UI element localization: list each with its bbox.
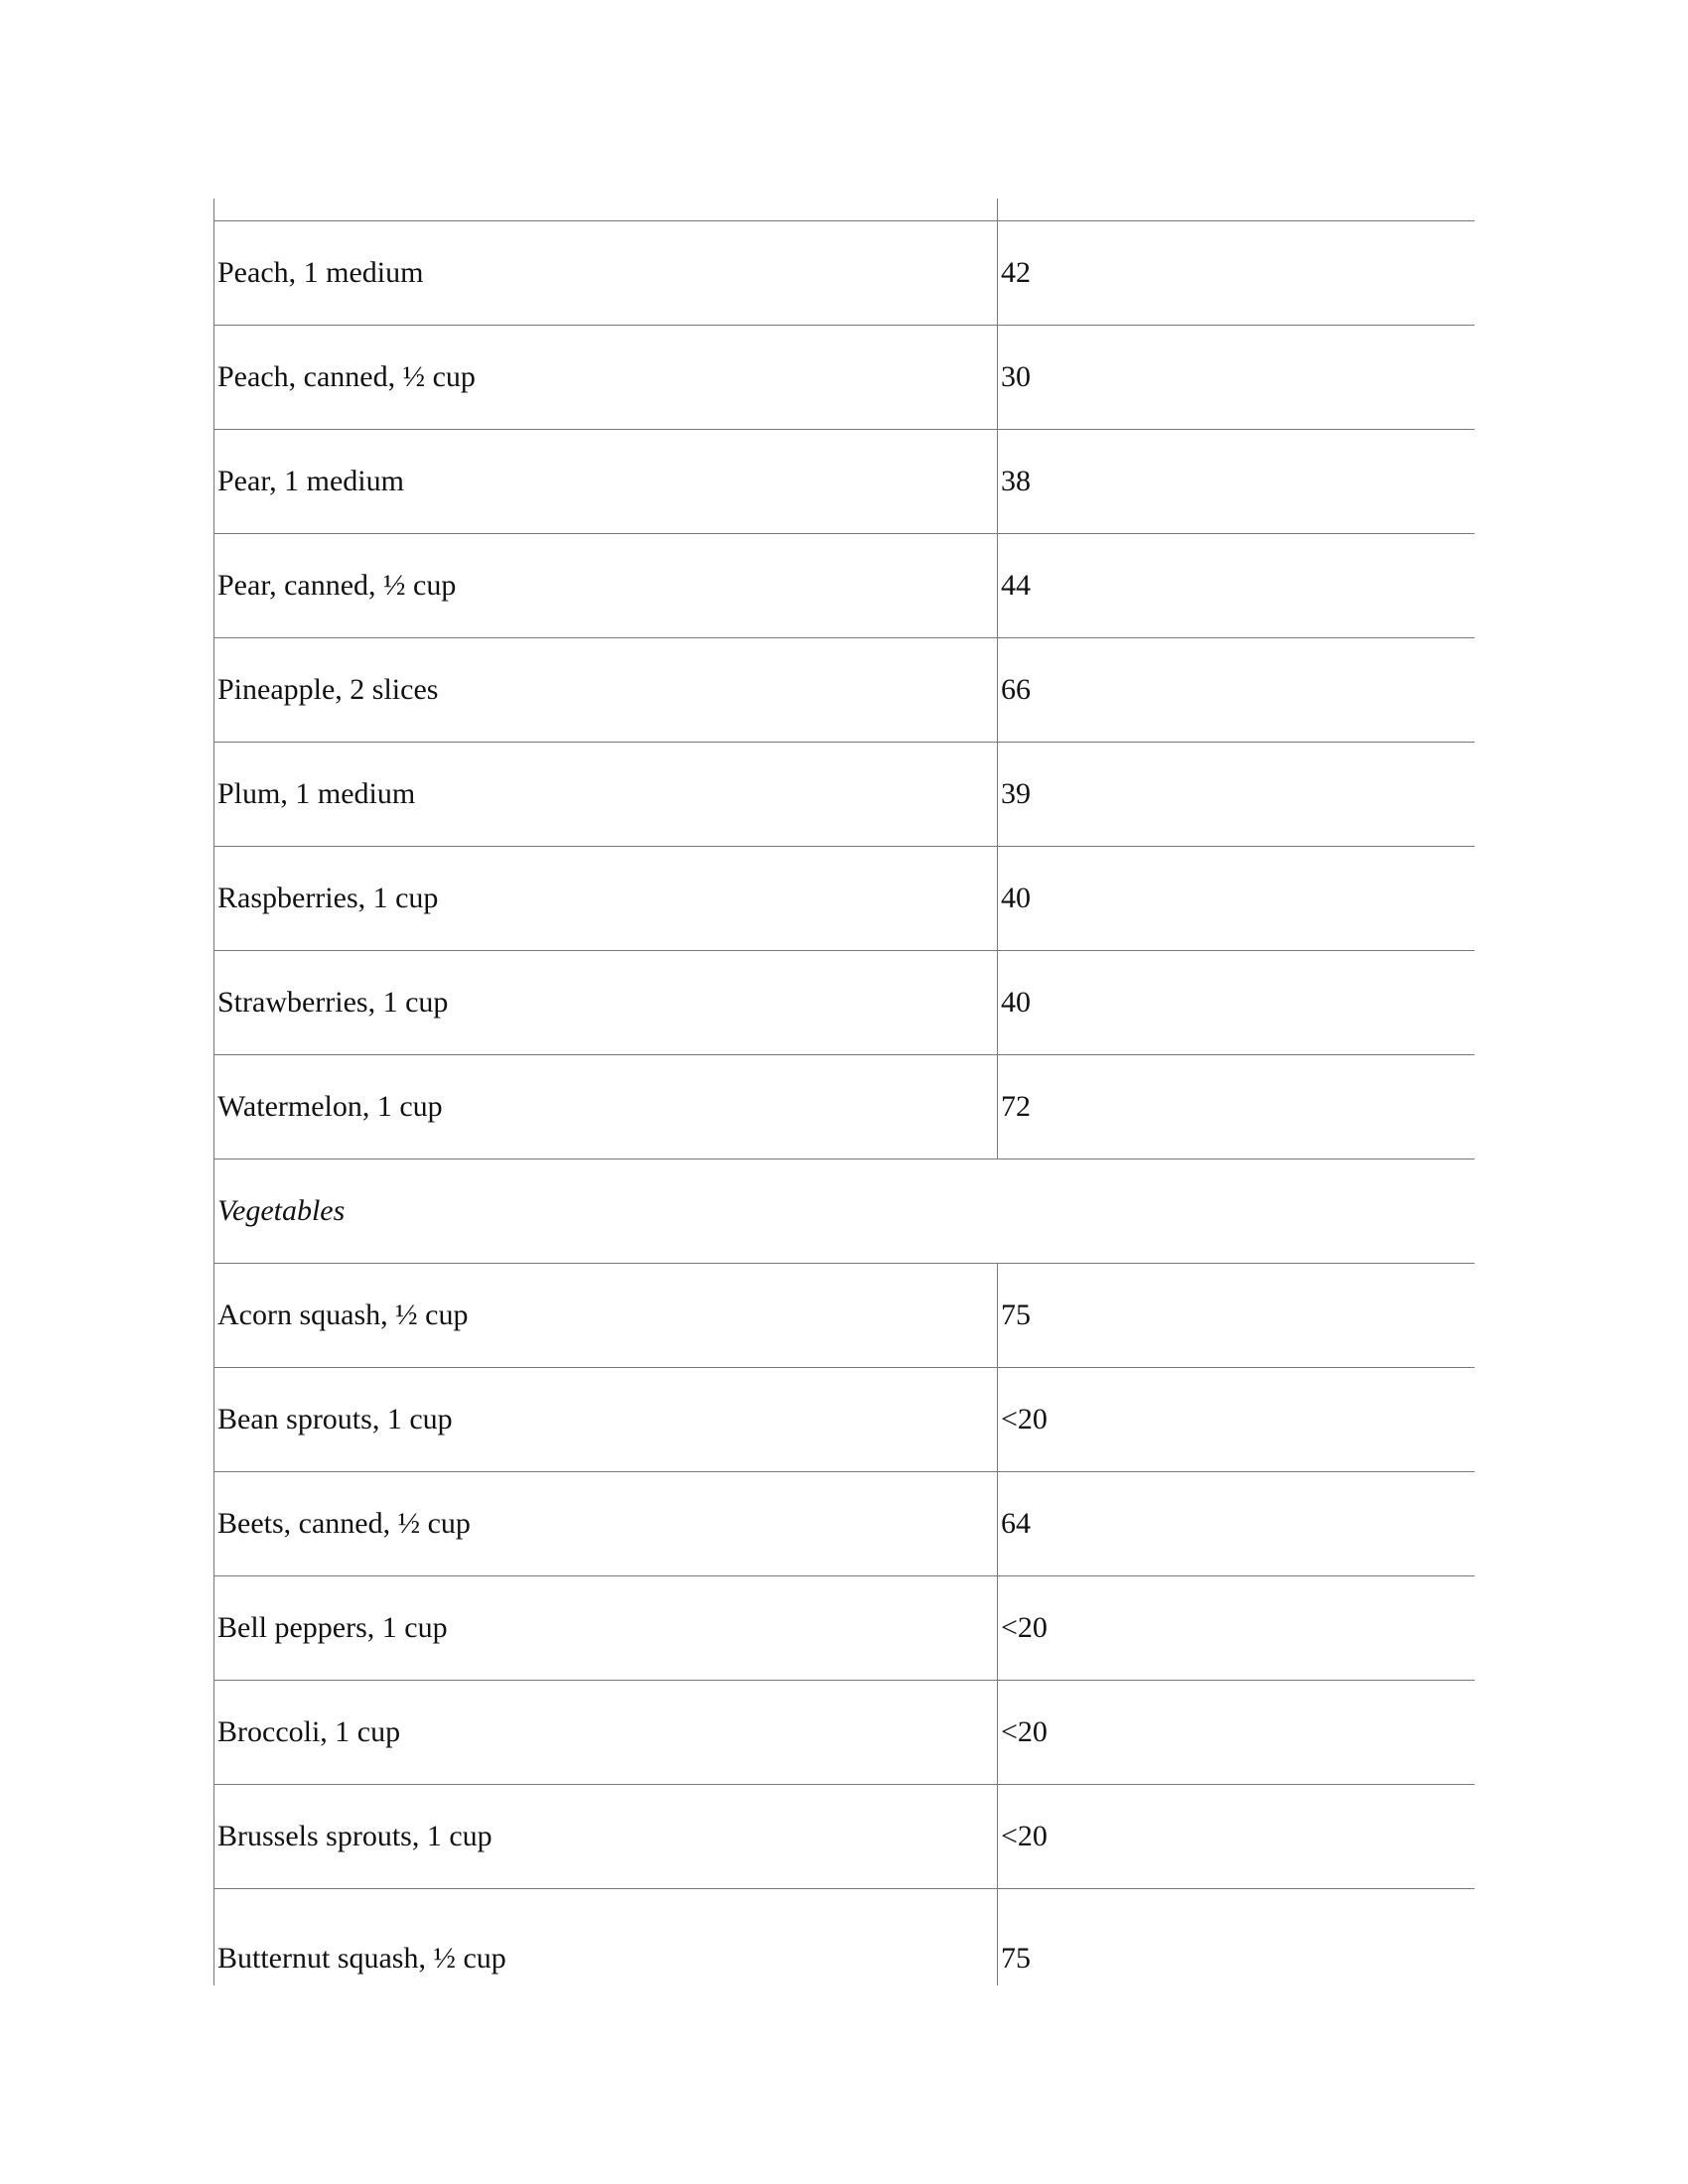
table-row	[214, 1367, 1476, 1471]
food-cell: Peach, 1 medium	[214, 220, 998, 325]
table-row	[214, 533, 1476, 637]
food-cell: Butternut squash, ½ cup	[214, 1888, 998, 1985]
value-cell: 39	[998, 742, 1476, 846]
food-cell: Pear, 1 medium	[214, 429, 998, 533]
section-header-row	[214, 1159, 1476, 1263]
food-cell: Beets, canned, ½ cup	[214, 1471, 998, 1575]
table-row	[214, 1263, 1476, 1367]
table-row	[214, 950, 1476, 1054]
value-cell: 40	[998, 846, 1476, 950]
food-cell: Strawberries, 1 cup	[214, 950, 998, 1054]
food-cell: Pineapple, 2 slices	[214, 637, 998, 742]
value-cell: <20	[998, 1575, 1476, 1680]
food-cell: Watermelon, 1 cup	[214, 1054, 998, 1159]
table-row-continuation	[214, 199, 1476, 220]
section-header-vegetables: Vegetables	[214, 1159, 1476, 1263]
value-cell: <20	[998, 1367, 1476, 1471]
food-table	[213, 199, 1475, 1985]
value-cell: <20	[998, 1680, 1476, 1784]
table-row	[214, 1471, 1476, 1575]
table-row	[214, 1575, 1476, 1680]
value-cell: 38	[998, 429, 1476, 533]
table-row	[214, 325, 1476, 429]
value-cell: 40	[998, 950, 1476, 1054]
food-cell: Brussels sprouts, 1 cup	[214, 1784, 998, 1888]
value-cell: <20	[998, 1784, 1476, 1888]
table-row	[214, 742, 1476, 846]
table-row	[214, 220, 1476, 325]
food-cell: Broccoli, 1 cup	[214, 1680, 998, 1784]
table-row	[214, 1054, 1476, 1159]
food-cell: Pear, canned, ½ cup	[214, 533, 998, 637]
value-cell: 64	[998, 1471, 1476, 1575]
food-cell: Raspberries, 1 cup	[214, 846, 998, 950]
value-cell: 72	[998, 1054, 1476, 1159]
food-cell: Acorn squash, ½ cup	[214, 1263, 998, 1367]
table-cell	[214, 199, 998, 220]
table-row	[214, 429, 1476, 533]
table-row	[214, 846, 1476, 950]
value-cell: 66	[998, 637, 1476, 742]
value-cell: 75	[998, 1888, 1476, 1985]
table-row	[214, 1888, 1476, 1985]
value-cell: 42	[998, 220, 1476, 325]
food-cell: Plum, 1 medium	[214, 742, 998, 846]
food-cell: Bell peppers, 1 cup	[214, 1575, 998, 1680]
table-cell	[998, 199, 1476, 220]
food-cell: Peach, canned, ½ cup	[214, 325, 998, 429]
table-row	[214, 1784, 1476, 1888]
value-cell: 75	[998, 1263, 1476, 1367]
table-row	[214, 1680, 1476, 1784]
food-cell: Bean sprouts, 1 cup	[214, 1367, 998, 1471]
value-cell: 30	[998, 325, 1476, 429]
table-row	[214, 637, 1476, 742]
value-cell: 44	[998, 533, 1476, 637]
food-table-container	[213, 199, 1475, 1985]
